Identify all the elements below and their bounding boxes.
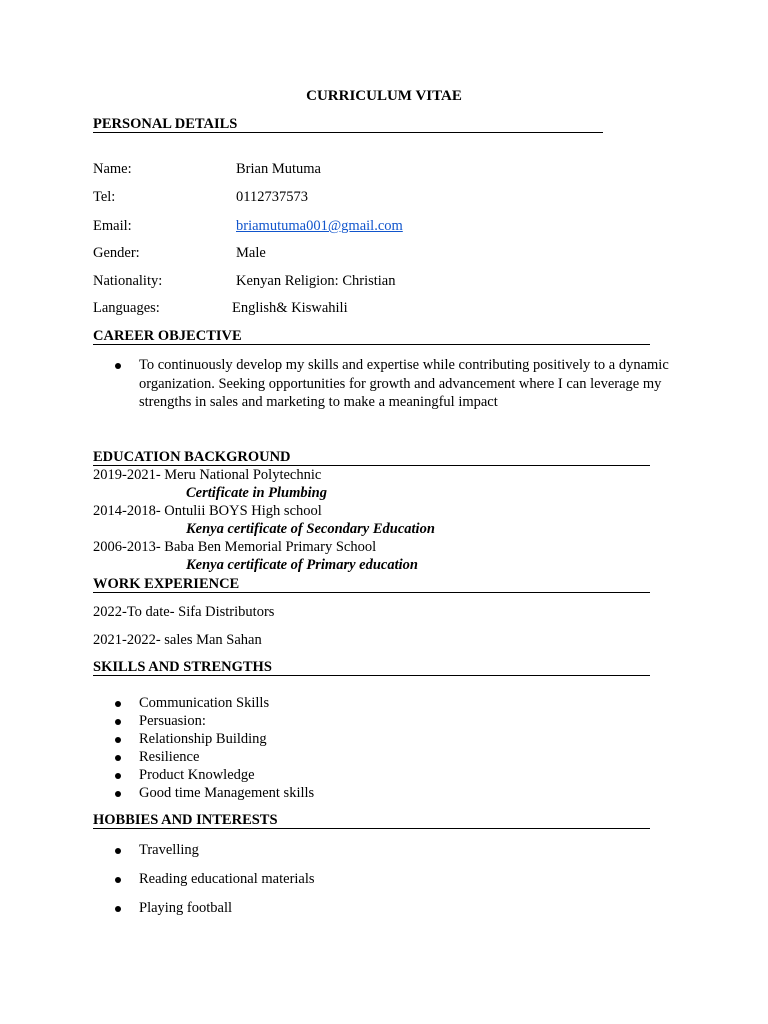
education-entry: 2006-2013- Baba Ben Memorial Primary School (93, 539, 377, 555)
languages-label: Languages: (93, 300, 160, 316)
bullet-icon (115, 848, 121, 854)
work-entry: 2022-To date- Sifa Distributors (93, 604, 275, 620)
skill-item: Product Knowledge (139, 767, 255, 783)
hobby-item: Reading educational materials (139, 871, 315, 887)
skill-item: Resilience (139, 749, 200, 765)
skill-item: Relationship Building (139, 731, 267, 747)
bullet-icon (115, 701, 121, 707)
education-award: Kenya certificate of Primary education (186, 557, 418, 573)
email-link[interactable]: briamutuma001@gmail.com (236, 218, 403, 234)
education-award: Kenya certificate of Secondary Education (186, 521, 435, 537)
email-label: Email: (93, 218, 132, 234)
education-entry: 2019-2021- Meru National Polytechnic (93, 467, 322, 483)
work-entry: 2021-2022- sales Man Sahan (93, 632, 262, 648)
bullet-icon (115, 773, 121, 779)
gender-label: Gender: (93, 245, 140, 261)
name-label: Name: (93, 161, 132, 177)
tel-value: 0112737573 (236, 189, 308, 205)
bullet-icon (115, 877, 121, 883)
career-objective-text: To continuously develop my skills and expertise while contributing positively to a dynamic organization. Seeking opportunities for growth and advancement where I can leverage my strengths in sales and marketing to make a meaningful impact (139, 357, 669, 410)
nationality-value: Kenyan Religion: Christian (236, 273, 396, 289)
name-value: Brian Mutuma (236, 161, 321, 177)
career-objective-heading: CAREER OBJECTIVE (93, 328, 650, 345)
education-heading: EDUCATION BACKGROUND (93, 449, 650, 466)
hobby-item: Playing football (139, 900, 233, 916)
education-entry: 2014-2018- Ontulii BOYS High school (93, 503, 322, 519)
nationality-label: Nationality: (93, 273, 163, 289)
education-award: Certificate in Plumbing (186, 485, 327, 501)
bullet-icon (115, 906, 121, 912)
bullet-icon (115, 363, 121, 369)
bullet-icon (115, 791, 121, 797)
tel-label: Tel: (93, 189, 116, 205)
skill-item: Persuasion: (139, 713, 206, 729)
bullet-icon (115, 719, 121, 725)
skill-item: Communication Skills (139, 695, 270, 711)
gender-value: Male (236, 245, 266, 261)
work-experience-heading: WORK EXPERIENCE (93, 576, 650, 593)
skills-heading: SKILLS AND STRENGTHS (93, 659, 650, 676)
hobby-item: Travelling (139, 842, 199, 858)
personal-details-heading: PERSONAL DETAILS (93, 116, 603, 133)
skill-item: Good time Management skills (139, 785, 315, 801)
languages-value: English& Kiswahili (232, 300, 348, 316)
hobbies-heading: HOBBIES AND INTERESTS (93, 812, 650, 829)
bullet-icon (115, 755, 121, 761)
document-title: CURRICULUM VITAE (306, 88, 462, 104)
bullet-icon (115, 737, 121, 743)
